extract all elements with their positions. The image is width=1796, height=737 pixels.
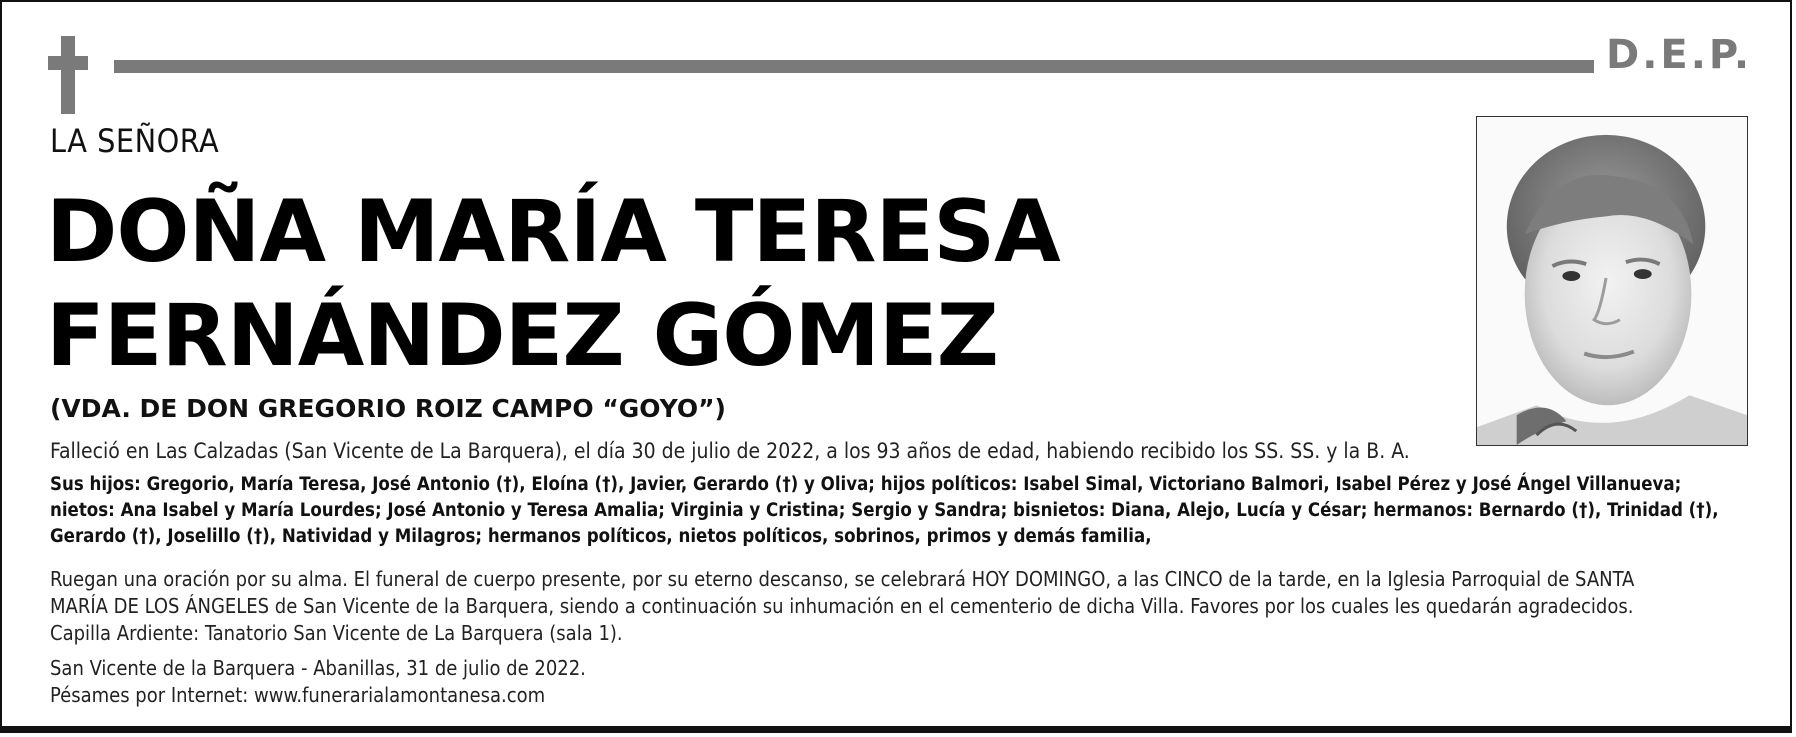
closing-block: [50, 655, 586, 709]
name-line-1: DOÑA MARÍA TERESA: [46, 182, 1060, 282]
header-rule: [114, 60, 1594, 73]
portrait-image: [1477, 117, 1747, 445]
cross-icon: [48, 36, 88, 114]
internet-condolences: Pésames por Internet: www.funerarialamontanesa.com: [50, 683, 546, 707]
deceased-name: [46, 180, 1060, 388]
service-line-3: Capilla Ardiente: Tanatorio San Vicente de La Barquera (sala 1).: [50, 621, 623, 645]
service-line-1: Ruegan una oración por su alma. El funeral de cuerpo presente, por su eterno descanso, se celebrará HOY DOMINGO, a las CINCO de la tarde, en la Iglesia Parroquial de SANTA: [50, 567, 1635, 591]
title-lead: LA SEÑORA: [50, 122, 220, 160]
widow-line: (VDA. DE DON GREGORIO ROIZ CAMPO “GOYO”): [50, 394, 726, 423]
portrait-photo: [1476, 116, 1748, 446]
service-line-2: MARÍA DE LOS ÁNGELES de San Vicente de la Barquera, siendo a continuación su inhumación en el cementerio de dicha Villa. Favores por los cuales les quedarán agradecidos.: [50, 594, 1634, 618]
service-paragraph: [50, 566, 1760, 647]
place-date: San Vicente de la Barquera - Abanillas, 31 de julio de 2022.: [50, 656, 586, 680]
death-line: Falleció en Las Calzadas (San Vicente de La Barquera), el día 30 de julio de 2022, a los 93 años de edad, habiendo recibido los SS. SS. y la B. A.: [50, 439, 1410, 463]
family-line-2: nietos: Ana Isabel y María Lourdes; José Antonio y Teresa Amalia; Virginia y Cristina; Sergio y Sandra; bisnietos: Diana, Alejo, Lucía y César; hermanos: Bernardo (†), Trinidad (†),: [50, 500, 1719, 521]
dep-label: D.E.P.: [1606, 32, 1753, 78]
family-line-3: Gerardo (†), Joselillo (†), Natividad y Milagros; hermanos políticos, nietos políticos, sobrinos, primos y demás familia,: [50, 526, 1152, 547]
family-line-1: Sus hijos: Gregorio, María Teresa, José Antonio (†), Eloína (†), Javier, Gerardo (†) y Oliva; hijos políticos: Isabel Simal, Victoriano Balmori, Isabel Pérez y José Ángel Villanueva;: [50, 474, 1682, 495]
family-paragraph: [50, 472, 1750, 550]
name-line-2: FERNÁNDEZ GÓMEZ: [46, 286, 999, 386]
